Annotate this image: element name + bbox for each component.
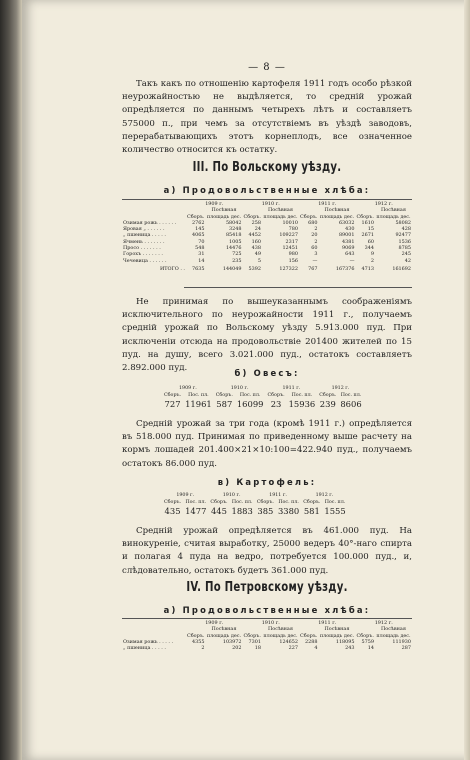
column-header: Посѣвная площадь дес. — [376, 626, 411, 639]
table-cell: 42 — [404, 257, 411, 264]
table-cell: 10010 — [282, 219, 298, 226]
year-header: 1912 г. — [315, 493, 334, 498]
table-cell: 287 — [401, 645, 411, 652]
row-label: „ пшеница . . . . . — [123, 645, 166, 652]
table-cell: 780 — [288, 226, 298, 233]
table-cell: 239 — [319, 399, 336, 409]
table-cell: 7635 — [191, 265, 205, 272]
year-header: 1911 г. — [318, 620, 337, 626]
column-header: Посѣвная площадь дес. — [319, 207, 355, 220]
table-cell: 227 — [288, 645, 298, 652]
year-header: 1910 г. — [261, 620, 280, 626]
column-header: Сборъ. — [319, 393, 337, 398]
table-cell: 4 — [314, 645, 318, 652]
table-cell: 15 — [367, 226, 374, 233]
column-header: Посѣвная площадь дес. — [206, 626, 242, 639]
table-cell: 385 — [257, 506, 274, 516]
year-header: 1910 г. — [222, 493, 241, 498]
year-header: 1912 г. — [374, 620, 393, 626]
total-label: ИТОГО . . — [159, 265, 185, 272]
table-cell: 89001 — [338, 232, 355, 239]
table-cell: 9 — [370, 251, 374, 258]
year-header: 1911 г. — [318, 201, 337, 207]
section-title-petrovsk: IV. По Петровскому уѣзду. — [186, 580, 348, 595]
table-cell: 1536 — [398, 238, 411, 245]
row-label: Чечевица . . . . . . — [123, 257, 167, 264]
subheading-oats: б) Овесъ: — [234, 368, 300, 378]
year-header: 1912 г. — [374, 201, 393, 207]
table-cell: 24 — [254, 226, 261, 233]
paragraph-volsk-grains: Не принимая по вышеуказаннымъ соображеніямъ исключительного по неурожайности 1911 г., получаемъ средній урожай по Вольскому уѣзду 5.913.000 пуд. При исключеніи отсюда на продовольствіе 201400 жителей по 15 пуд. на душу, всего 3.021.000 пуд., остатокъ составляетъ 2.892.000 пуд. — [122, 297, 412, 374]
table-cell: 63032 — [338, 219, 355, 226]
row-label: „ пшеница . . . . . — [123, 232, 166, 239]
table-cell: 60 — [311, 245, 318, 252]
table-cell: 581 — [303, 506, 320, 516]
table-cell: 2288 — [304, 638, 318, 645]
table-cell: 14 — [198, 257, 205, 264]
table-cell: 2 — [201, 645, 205, 652]
table-cell: 20 — [311, 232, 318, 239]
row-label: Горохъ . . . . . . . — [123, 251, 163, 258]
table-volsk-grains — [122, 201, 412, 272]
column-header: Сборъ. — [187, 213, 205, 220]
table-cell: 70 — [198, 238, 205, 245]
page-number: — 8 — — [248, 62, 286, 73]
table-cell: 2317 — [285, 238, 298, 245]
table-cell: 767 — [308, 265, 318, 272]
column-header: Сборъ. — [300, 213, 318, 220]
column-header: Пос. пл. — [278, 500, 299, 505]
year-header: 1911 г. — [282, 386, 301, 391]
column-header: Сборъ. — [356, 632, 374, 639]
table-cell: 548 — [195, 245, 205, 252]
row-label: Просо . . . . . . . — [123, 245, 161, 252]
column-header: Сборъ. — [300, 632, 318, 639]
table-cell: 85418 — [225, 232, 242, 239]
table-cell: 4452 — [248, 232, 261, 239]
table-cell: 12451 — [282, 245, 298, 252]
table-cell: 1005 — [229, 238, 242, 245]
table-cell: 438 — [251, 245, 261, 252]
table-cell: 14476 — [225, 245, 242, 252]
row-label: Ячмень . . . . . . . — [123, 238, 165, 245]
table-cell: 124652 — [279, 638, 298, 645]
table-cell: 23 — [270, 399, 282, 409]
table-cell: 15936 — [288, 399, 316, 409]
column-header: Посѣвная площадь дес. — [319, 626, 355, 639]
table-petrovsk-grains — [122, 620, 412, 651]
column-header: Посѣвная площадь дес. — [263, 207, 298, 220]
table-cell: 245 — [401, 251, 411, 258]
table-cell: 3 — [314, 251, 318, 258]
table-cell: 144049 — [222, 265, 242, 272]
row-label: Озимая рожь . . . . . — [123, 638, 174, 645]
column-header: Сборъ. — [356, 213, 374, 220]
table-cell: 727 — [164, 399, 181, 409]
table-cell: 2671 — [361, 232, 374, 239]
table2-top-rule — [122, 618, 412, 619]
column-header: Сборъ. — [303, 500, 321, 505]
table-cell: 8785 — [398, 245, 411, 252]
column-header: Посѣвная площадь дес. — [206, 207, 242, 220]
table-cell: 980 — [288, 251, 298, 258]
table-cell: — — [312, 257, 318, 264]
table-cell: 31 — [198, 251, 205, 258]
table-cell: 2 — [314, 226, 318, 233]
column-header: Пос. пл. — [340, 393, 362, 398]
column-header: Сборъ. — [256, 500, 274, 505]
table-cell: 258 — [251, 219, 261, 226]
year-header: 1909 г. — [176, 493, 195, 498]
table-cell: 344 — [364, 245, 374, 252]
row-label: Озимая рожь . . . . . . — [123, 219, 177, 226]
table-cell: 5759 — [361, 638, 374, 645]
table-cell: 109227 — [279, 232, 298, 239]
year-header: 1909 г. — [205, 620, 224, 626]
table-cell: 643 — [345, 251, 355, 258]
table-cell: 11961 — [185, 399, 212, 409]
year-header: 1911 г. — [269, 493, 287, 498]
column-header: Сборъ. — [164, 393, 182, 398]
table-cell: 2762 — [191, 219, 205, 226]
table-cell: 160 — [251, 238, 261, 245]
column-header: Сборъ. — [243, 213, 261, 220]
column-header: Сборъ. — [210, 500, 228, 505]
row-label: Яровая „ . . . . . . — [123, 226, 165, 233]
subheading-food-grains-2: а) Продовольственные хлѣба: — [163, 605, 371, 615]
table-cell: 235 — [232, 257, 242, 264]
table-cell: 243 — [345, 645, 355, 652]
table-cell: 202 — [232, 645, 242, 652]
column-header: Сборъ. — [243, 632, 261, 639]
table-cell: — — [349, 257, 355, 264]
page-edge — [464, 0, 470, 760]
table-cell: 161692 — [392, 265, 411, 272]
column-header: Сборъ. — [215, 393, 233, 398]
table-cell: 445 — [210, 506, 227, 516]
column-header: Сборъ. — [267, 393, 285, 398]
year-header: 1910 г. — [261, 201, 280, 207]
table-cell: 8606 — [340, 399, 362, 409]
paragraph-potatoes: Средній урожай опредѣляется въ 461.000 пуд. На винокуреніе, считая выработку, 25000 ведеръ 40°-наго спирта и полагая 4 пуда на ведро, потребуется 100.000 пуд., и, слѣдовательно, остатокъ будетъ 361.000 пуд. — [122, 526, 412, 576]
table-cell: 58042 — [225, 219, 242, 226]
table-cell: 1883 — [231, 506, 253, 516]
table-cell: 1610 — [361, 219, 374, 226]
table-cell: 2 — [314, 238, 318, 245]
table-cell: 167376 — [335, 265, 355, 272]
table-cell: 60 — [367, 238, 374, 245]
year-header: 1910 г. — [230, 386, 249, 391]
table-cell: 725 — [232, 251, 242, 258]
table-cell: 127322 — [279, 265, 298, 272]
table-cell: 430 — [345, 226, 355, 233]
year-header: 1912 г. — [331, 386, 350, 391]
table-cell: 58082 — [395, 219, 411, 226]
column-header: Пос. пл. — [239, 393, 261, 398]
table-cell: 587 — [216, 399, 233, 409]
table-total-row — [122, 264, 412, 272]
table-cell: 4065 — [191, 232, 205, 239]
table-cell: 7301 — [248, 638, 261, 645]
paragraph-oats: Средній урожай за три года (кромѣ 1911 г.) опредѣляется въ 518.000 пуд. Принимая по приведенному выше расчету на кормъ лошадей 201.400×21×10:100=422.940 пуд., получаемъ остатокъ 86.000 пуд. — [122, 419, 412, 469]
paragraph-potato-karvol: Такъ какъ по отношенію картофеля 1911 годъ особо рѣзкой неурожайностью не выдѣляется, то средній урожай опредѣляется по даннымъ четырехъ лѣтъ и составляетъ 575000 п., при чемъ за отсутствіемъ въ уѣздѣ заводовъ, перерабатывающихъ этотъ корнеплодъ, все означенное количество относится къ остатку. — [122, 79, 412, 156]
table-cell: 103972 — [222, 638, 242, 645]
table-cell: 2 — [370, 257, 374, 264]
year-header: 1909 г. — [205, 201, 224, 207]
table-row — [122, 645, 412, 651]
table-cell: 5392 — [248, 265, 261, 272]
column-header: Посѣвная площадь дес. — [263, 626, 298, 639]
table-cell: 3380 — [277, 506, 300, 516]
table-cell: 435 — [164, 506, 181, 516]
book-spine — [0, 0, 22, 760]
column-header: Пос. пл. — [324, 500, 346, 505]
column-header: Пос. пл. — [231, 500, 253, 505]
table-cell: 111930 — [392, 638, 411, 645]
column-header: Пос. пл. — [185, 500, 207, 505]
table-cell: 156 — [288, 257, 298, 264]
table-cell: 49 — [254, 251, 261, 258]
table-cell: 5 — [257, 257, 261, 264]
table-top-rule — [122, 199, 412, 200]
book-page — [22, 0, 470, 760]
table-cell: 14 — [367, 645, 374, 652]
year-header: 1909 г. — [178, 386, 197, 391]
section-title-volsk: III. По Вольскому уѣзду. — [192, 160, 342, 175]
column-header: Посѣвная площадь дес. — [376, 207, 411, 220]
table-cell: 9069 — [342, 245, 355, 252]
subheading-potatoes: в) Картофель: — [217, 477, 317, 487]
table-cell: 4713 — [361, 265, 374, 272]
column-header: Сборъ. — [164, 500, 182, 505]
subheading-food-grains: а) Продовольственные хлѣба: — [163, 185, 371, 195]
table-cell: 145 — [195, 226, 205, 233]
table-cell: 428 — [401, 226, 411, 233]
table-total-rule — [184, 287, 412, 288]
table-cell: 1477 — [185, 506, 207, 516]
column-header: Пос. пл. — [188, 393, 209, 398]
table-cell: 118095 — [335, 638, 355, 645]
table-cell: 3248 — [229, 226, 242, 233]
table-cell: 4355 — [191, 638, 205, 645]
table-cell: 18 — [254, 645, 261, 652]
table-cell: 680 — [308, 219, 318, 226]
column-header: Сборъ. — [187, 632, 205, 639]
table-cell: 16099 — [236, 399, 264, 409]
table-cell: 92477 — [395, 232, 411, 239]
table-oats — [162, 385, 364, 410]
table-cell: 4381 — [342, 238, 355, 245]
table-potatoes — [162, 492, 348, 517]
column-header: Пос. пл. — [291, 393, 313, 398]
table-cell: 1555 — [324, 506, 346, 516]
